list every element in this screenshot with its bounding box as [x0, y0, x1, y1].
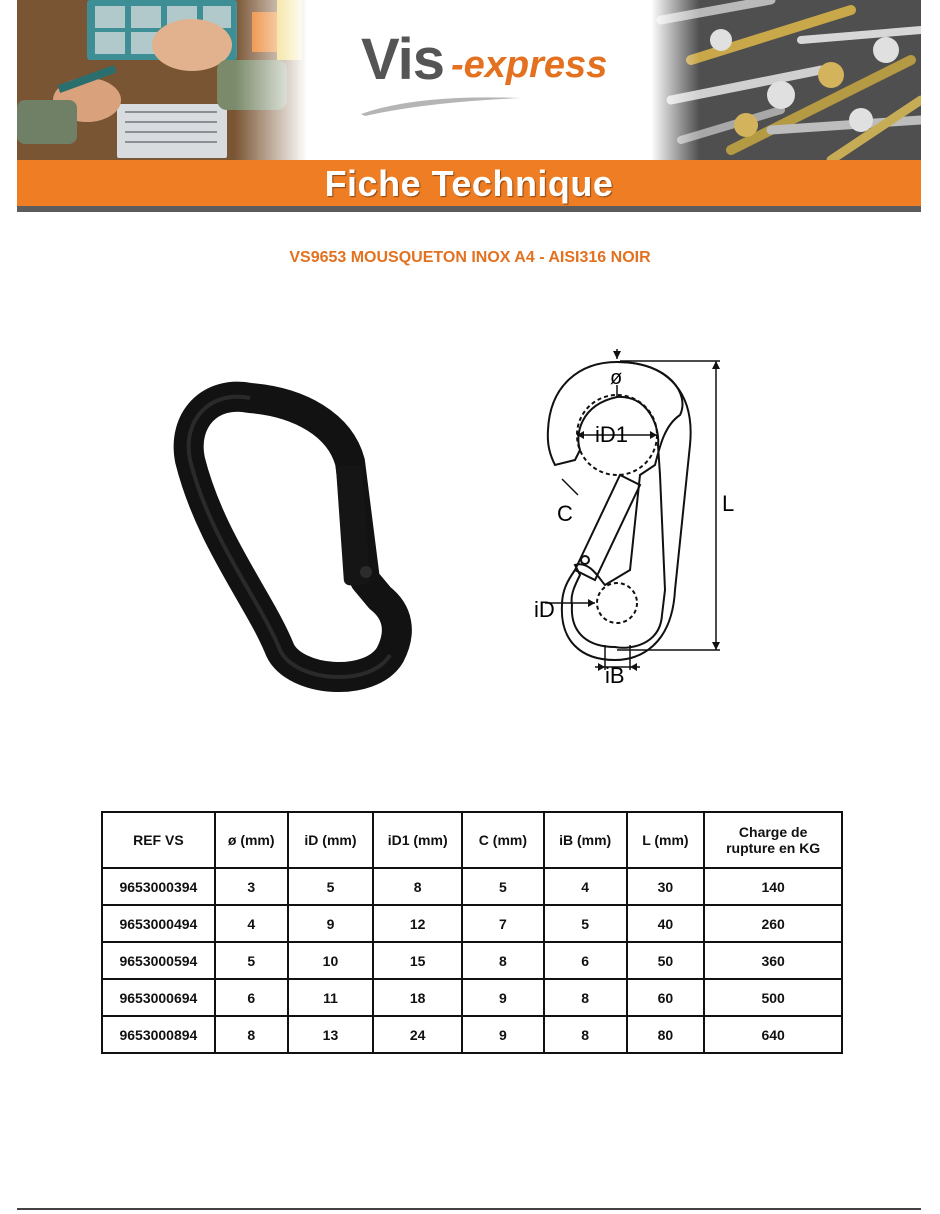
- table-cell: 9653000394: [102, 868, 215, 905]
- logo-swoosh-icon: [357, 88, 527, 118]
- spec-table: [101, 811, 843, 1054]
- logo-vis-text: Vis: [361, 27, 445, 92]
- title-bar: [17, 160, 921, 206]
- table-cell: 6: [544, 942, 627, 979]
- table-row: [102, 979, 842, 1016]
- table-cell: 9: [462, 979, 544, 1016]
- logo-express-text: -express: [451, 44, 608, 86]
- table-row: [102, 1016, 842, 1053]
- header-banner: [17, 0, 921, 160]
- table-header-row: [102, 812, 842, 868]
- table-row: [102, 868, 842, 905]
- table-cell: 13: [288, 1016, 374, 1053]
- table-cell: 4: [544, 868, 627, 905]
- table-cell: 8: [544, 979, 627, 1016]
- table-cell: 640: [704, 1016, 842, 1053]
- vis-express-logo: [347, 22, 617, 122]
- banner-title: Fiche Technique: [324, 163, 614, 204]
- table-cell: 60: [627, 979, 705, 1016]
- screws-photo: [651, 0, 921, 160]
- table-cell: 40: [627, 905, 705, 942]
- table-cell: 11: [288, 979, 374, 1016]
- table-cell: 8: [544, 1016, 627, 1053]
- table-row: [102, 942, 842, 979]
- carabiner-photo: [170, 370, 420, 700]
- table-cell: 12: [373, 905, 462, 942]
- table-row: [102, 905, 842, 942]
- table-cell: 140: [704, 868, 842, 905]
- table-cell: 6: [215, 979, 288, 1016]
- table-cell: 4: [215, 905, 288, 942]
- table-cell: 260: [704, 905, 842, 942]
- table-cell: 5: [215, 942, 288, 979]
- product-title: VS9653 MOUSQUETON INOX A4 - AISI316 NOIR: [289, 249, 651, 266]
- table-cell: 3: [215, 868, 288, 905]
- footer-divider: [17, 1208, 921, 1210]
- table-cell: 18: [373, 979, 462, 1016]
- table-cell: 9653000494: [102, 905, 215, 942]
- table-cell: 360: [704, 942, 842, 979]
- table-cell: 5: [288, 868, 374, 905]
- table-cell: 10: [288, 942, 374, 979]
- table-cell: 5: [462, 868, 544, 905]
- table-cell: 9653000594: [102, 942, 215, 979]
- title-bar-underline: [17, 206, 921, 212]
- id-label: iD: [534, 597, 555, 622]
- header-l: L (mm): [627, 812, 705, 868]
- header-ref: REF VS: [102, 812, 215, 868]
- c-label: C: [557, 501, 573, 526]
- table-cell: 50: [627, 942, 705, 979]
- header-id1: iD1 (mm): [373, 812, 462, 868]
- table-cell: 8: [215, 1016, 288, 1053]
- header-breaking-load: Charge de rupture en KG: [704, 812, 842, 868]
- table-cell: 8: [462, 942, 544, 979]
- table-cell: 9: [288, 905, 374, 942]
- carabiner-diagram: [520, 345, 760, 690]
- l-label: L: [722, 491, 735, 516]
- table-cell: 15: [373, 942, 462, 979]
- table-cell: 80: [627, 1016, 705, 1053]
- header-ib: iB (mm): [544, 812, 627, 868]
- table-cell: 500: [704, 979, 842, 1016]
- workshop-photo: [17, 0, 307, 160]
- id1-label: iD1: [595, 422, 629, 447]
- table-cell: 9: [462, 1016, 544, 1053]
- table-cell: 7: [462, 905, 544, 942]
- diameter-label: ø: [610, 367, 623, 389]
- table-cell: 24: [373, 1016, 462, 1053]
- table-cell: 30: [627, 868, 705, 905]
- table-cell: 8: [373, 868, 462, 905]
- ib-label: iB: [605, 663, 625, 688]
- header-diameter: ø (mm): [215, 812, 288, 868]
- header-id: iD (mm): [288, 812, 374, 868]
- table-cell: 9653000894: [102, 1016, 215, 1053]
- header-c: C (mm): [462, 812, 544, 868]
- table-cell: 9653000694: [102, 979, 215, 1016]
- table-cell: 5: [544, 905, 627, 942]
